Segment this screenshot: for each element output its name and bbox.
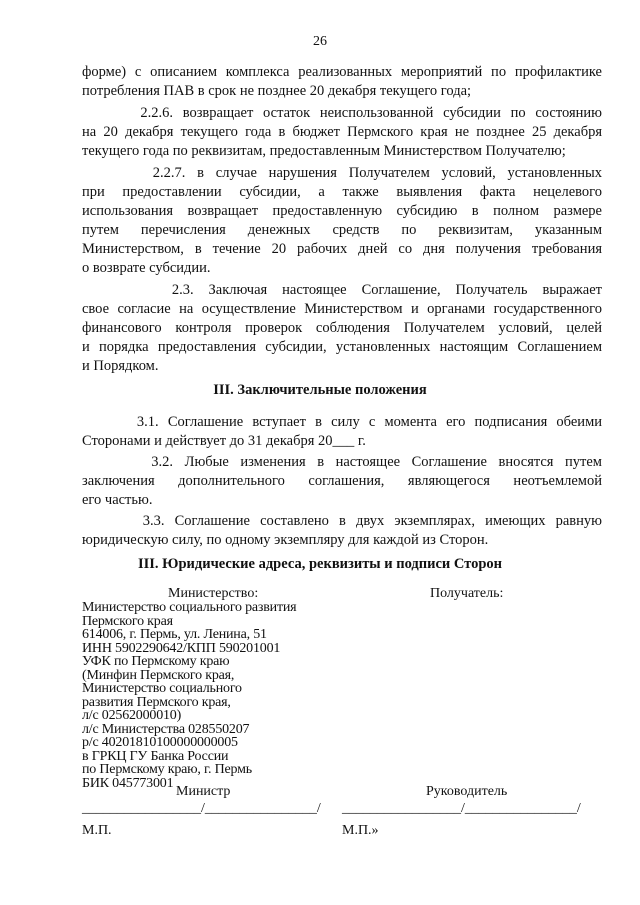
requisite-line: Министерство социального развития (82, 600, 297, 615)
heading-legal-addresses: III. Юридические адреса, реквизиты и подписи Сторон (137, 556, 503, 572)
paragraph-3-3: 3.3. Соглашение составлено в двух экземплярах, имеющих равную юридическую силу, по одному экземпляру для каждой из Сторон. (82, 513, 602, 548)
requisite-line: УФК по Пермскому краю (82, 654, 230, 669)
recipient-stamp: М.П.» (342, 823, 379, 838)
requisite-line: ИНН 5902290642/КПП 590201001 (82, 640, 281, 656)
paragraph-2-2-5-end: форме) с описанием комплекса реализованных мероприятий по профилактике потребления ПАВ в срок не позднее 20 декабря текущего года; (82, 64, 602, 99)
requisite-line: по Пермскому краю, г. Пермь (82, 762, 252, 777)
requisite-line: 614006, г. Пермь, ул. Ленина, 51 (82, 627, 267, 642)
requisite-line: (Минфин Пермского края, (82, 667, 235, 683)
requisite-line: развития Пермского края, (82, 694, 231, 710)
ministry-label: Министерство: (168, 586, 259, 601)
recipient-signature-line: _________________/________________/ (342, 801, 581, 816)
page-number: 26 (313, 34, 327, 49)
paragraph-2-2-7: 2.2.7. в случае нарушения Получателем условий, установленных при предоставлении субсидии, а также выявления факта нецелевого использования возвращает предоставленную субсидию в полном размере путем перечисления денежных средств по реквизитам, указанным Министерством, в течение 20 рабочих дней со дня получения требования о возврате субсидии. (82, 165, 602, 276)
recipient-signer-title: Руководитель (426, 784, 508, 799)
ministry-signature-line: _________________/________________/ (82, 801, 321, 816)
requisite-line: л/с 02562000010) (82, 708, 182, 723)
requisite-line: Министерство социального (82, 681, 242, 696)
requisite-line: в ГРКЦ ГУ Банка России (82, 748, 229, 764)
heading-final-provisions: III. Заключительные положения (213, 382, 427, 398)
requisite-line: БИК 045773001 (82, 775, 174, 791)
ministry-requisites (82, 601, 296, 790)
paragraph-2-3: 2.3. Заключая настоящее Соглашение, Получатель выражает свое согласие на осуществление Министерством и органами государственного финансового контроля проверок соблюдения Получателем условий, целей и порядка предоставления субсидии, установленных настоящим Соглашением и Порядком. (82, 282, 602, 374)
requisite-line: р/с 40201810100000000005 (82, 735, 238, 750)
ministry-stamp: М.П. (82, 823, 112, 838)
paragraph-3-2: 3.2. Любые изменения в настоящее Соглашение вносятся путем заключения дополнительного соглашения, являющегося неотъемлемой его частью. (82, 454, 602, 508)
requisite-line: л/с Министерства 028550207 (82, 721, 250, 737)
recipient-label: Получатель: (430, 586, 504, 601)
ministry-signer-title: Министр (176, 784, 231, 799)
requisite-line: Пермского края (82, 613, 173, 629)
paragraph-2-2-6: 2.2.6. возвращает остаток неиспользованной субсидии по состоянию на 20 декабря текущего года в бюджет Пермского края не позднее 25 декабря текущего года по реквизитам, предоставленным Министерством Получателю; (82, 105, 602, 159)
paragraph-3-1: 3.1. Соглашение вступает в силу с момента его подписания обеими Сторонами и действует до 31 декабря 20___ г. (82, 414, 602, 449)
